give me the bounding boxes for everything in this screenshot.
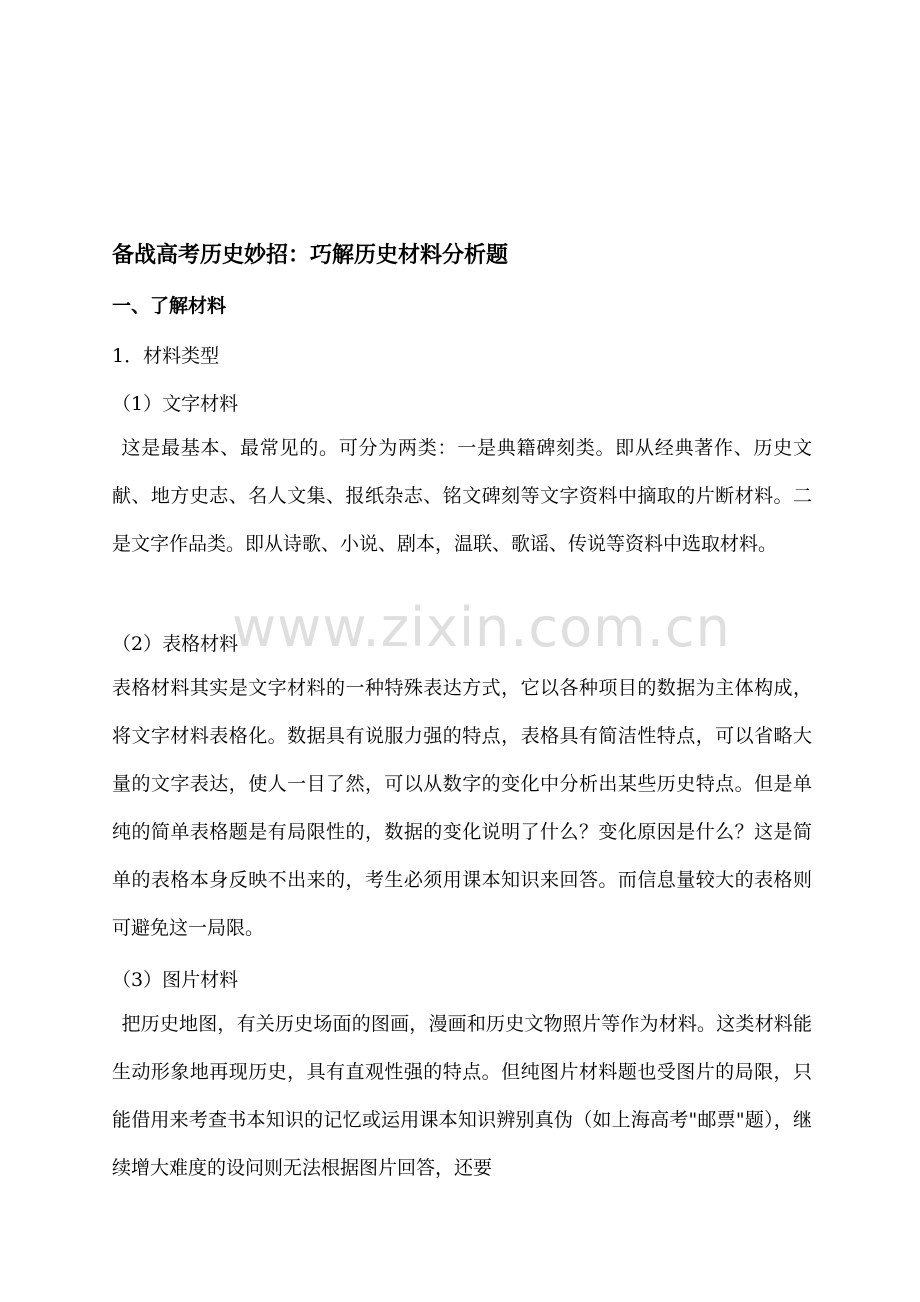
section-heading: 一、了解材料: [112, 295, 227, 317]
paragraph-image-material: 把历史地图，有关历史场面的图画，漫画和历史文物照片等作为材料。这类材料能生动形象地再现历史，具有直观性强的特点。但纯图片材料题也受图片的局限，只能借用来考查书本知识的记忆或运用课本知识辨别真伪（如上海高考"邮票"题），继续增大难度的设问则无法根据图片回答，还要: [112, 1013, 812, 1179]
item-label-text-material: （1）文字材料: [112, 393, 239, 415]
paragraph-text-material: 这是最基本、最常见的。可分为两类：一是典籍碑刻类。即从经典著作、历史文献、地方史志、名人文集、报纸杂志、铭文碑刻等文字资料中摘取的片断材料。二是文字作品类。即从诗歌、小说、剧本，温联、歌谣、传说等资料中选取材料。: [112, 437, 812, 555]
paragraph-table-material: 表格材料其实是文字材料的一种特殊表达方式，它以各种项目的数据为主体构成，将文字材料表格化。数据具有说服力强的特点，表格具有简洁性特点，可以省略大量的文字表达，使人一目了然，可以从数字的变化中分析出某些历史特点。但是单纯的简单表格题是有局限性的，数据的变化说明了什么？变化原因是什么？这是简单的表格本身反映不出来的，考生必须用课本知识来回答。而信息量较大的表格则可避免这一局限。: [112, 677, 812, 939]
subheading-material-types: 1．材料类型: [112, 345, 220, 367]
document-title: 备战高考历史妙招：巧解历史材料分析题: [112, 243, 509, 268]
item-label-image-material: （3）图片材料: [112, 969, 239, 991]
item-label-table-material: （2）表格材料: [112, 633, 239, 655]
watermark: www.zixin.com.cn: [232, 596, 731, 659]
